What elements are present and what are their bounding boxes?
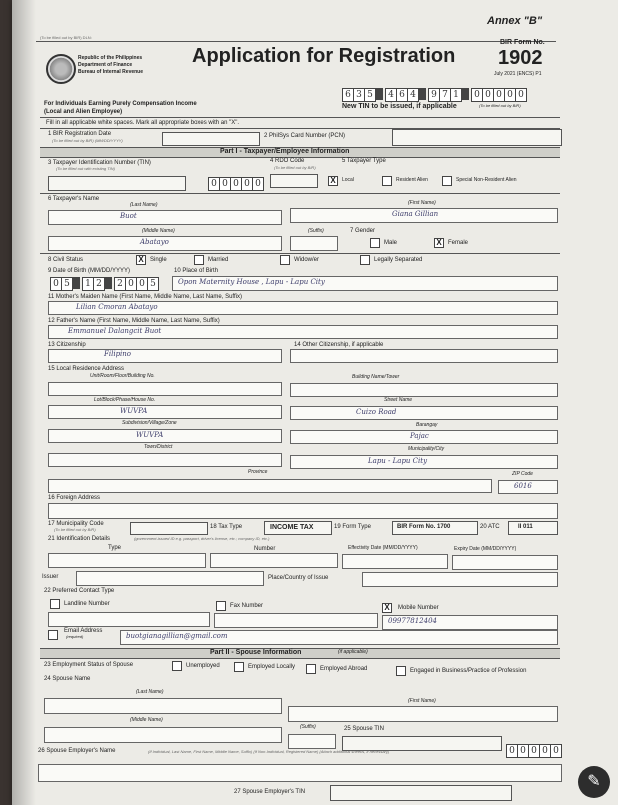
spouse-last-name-field[interactable] [44, 698, 282, 714]
part1-title: Part I - Taxpayer/Employee Information [220, 148, 350, 155]
tin-row-digit[interactable]: 3 [353, 88, 365, 102]
f18-label: 18 Tax Type [210, 524, 243, 530]
spouse-suffix-field[interactable] [288, 734, 336, 749]
middle-name-value: Abatayo [140, 238, 169, 246]
landline-checkbox[interactable] [50, 599, 60, 609]
dln-label: (To be filled out by BIR) DLN: [40, 35, 92, 40]
cs-separated-label: Legally Separated [374, 257, 423, 263]
province-field[interactable] [48, 479, 492, 493]
f21-note: (government-issued ID e.g. passport, driver's license, etc.; company ID, etc.) [134, 536, 270, 541]
tin-row-digit[interactable]: 1 [450, 88, 462, 102]
spouse-branch-row-digit[interactable]: 0 [506, 744, 518, 758]
tin-row-digit[interactable]: 0 [471, 88, 483, 102]
rdo-code-field[interactable] [270, 174, 318, 188]
f22-label: 22 Preferred Contact Type [44, 588, 115, 594]
citizenship-value: Filipino [104, 350, 132, 358]
place-issue-field[interactable] [362, 572, 558, 587]
branch-row-digit[interactable]: 0 [230, 177, 242, 191]
separator [462, 88, 469, 100]
first-name-label: (First Name) [408, 200, 436, 206]
last-name-value: Buot [120, 212, 137, 220]
gender-female-label: Female [448, 240, 469, 246]
unit-field[interactable] [48, 382, 282, 396]
emp-abroad-checkbox[interactable] [306, 664, 316, 674]
town-field[interactable] [48, 453, 282, 467]
town-label: Town/District [144, 444, 173, 450]
tin-field[interactable] [48, 176, 186, 191]
f19-label: 19 Form Type [334, 524, 371, 530]
page-shadow [12, 0, 36, 805]
pcn-field[interactable] [392, 129, 562, 146]
rule [40, 117, 560, 118]
agency-line3: Bureau of Internal Revenue [78, 69, 144, 75]
f17-note: (To be filled out by BIR) [54, 527, 96, 532]
f3-label: 3 Taxpayer Identification Number (TIN) [48, 160, 151, 166]
f5-label: 5 Taxpayer Type [342, 158, 386, 164]
fax-field[interactable] [214, 613, 378, 628]
street-label: Street Name [384, 397, 413, 403]
tin-row-digit[interactable]: 0 [515, 88, 527, 102]
emp-local-checkbox[interactable] [234, 662, 244, 672]
cs-married-checkbox[interactable] [194, 255, 204, 265]
last-name-field[interactable] [48, 210, 282, 225]
f23-label: 23 Employment Status of Spouse [44, 662, 134, 668]
spouse-branch-row-digit[interactable]: 0 [539, 744, 551, 758]
suffix-label: (Suffix) [308, 228, 324, 234]
separator [419, 88, 426, 100]
gender-male-label: Male [384, 240, 398, 246]
id-type-label: Type [108, 545, 122, 551]
building-label: Building Name/Tower [352, 374, 400, 380]
zip-value: 6016 [514, 482, 532, 490]
street-field[interactable] [290, 406, 558, 420]
first-name-value: Giana Gillian [392, 210, 439, 218]
rule [40, 253, 560, 254]
f27-label: 27 Spouse Employer's TIN [234, 789, 306, 795]
gender-male-checkbox[interactable] [370, 238, 380, 248]
f12-label: 12 Father's Name (First Name, Middle Name, Last Name, Suffix) [48, 318, 220, 324]
tin-row-digit[interactable]: 7 [439, 88, 451, 102]
cs-single-checkbox[interactable]: X [136, 255, 146, 265]
municipality-label: Municipality/City [408, 446, 445, 452]
f10-label: 10 Place of Birth [174, 268, 219, 274]
cs-married-label: Married [208, 257, 229, 263]
lot-label: Lot/Block/Phase/House No. [94, 397, 156, 403]
email-value: buotgianagillian@gmail.com [126, 632, 228, 640]
tin-row-digit[interactable]: 6 [342, 88, 354, 102]
spouse-branch-row-digit[interactable]: 0 [528, 744, 540, 758]
type-local-checkbox[interactable]: X [328, 176, 338, 186]
tin-row-digit[interactable]: 0 [493, 88, 505, 102]
municipality-value: Lapu - Lapu City [368, 457, 428, 465]
f1-note: (To be filled out by BIR) (MM/DD/YYYY) [52, 138, 123, 143]
fax-checkbox[interactable] [216, 601, 226, 611]
cs-single-label: Single [150, 257, 167, 263]
branch-row-digit[interactable]: 0 [208, 177, 220, 191]
other-citizenship-field[interactable] [290, 349, 558, 363]
dob-row-digit[interactable]: 0 [125, 277, 137, 291]
email-note: (required) [66, 634, 84, 639]
zip-label: ZIP Code [512, 471, 533, 477]
spouse-branch-row-digit[interactable]: 0 [517, 744, 529, 758]
top-rule [36, 41, 556, 42]
cs-widow-label: Widow/er [294, 257, 320, 263]
landline-field[interactable] [48, 612, 210, 627]
f6-label: 6 Taxpayer's Name [48, 196, 100, 202]
id-type-field[interactable] [48, 553, 206, 568]
f25-label: 25 Spouse TIN [344, 726, 384, 732]
subtitle-1: For Individuals Earning Purely Compensation Income [44, 101, 197, 107]
part2-title: Part II - Spouse Information [210, 649, 302, 656]
f17-label: 17 Municipality Code [48, 521, 104, 527]
fill-instruction: Fill in all applicable white spaces. Mark all appropriate boxes with an "X". [46, 120, 240, 126]
mobile-checkbox[interactable]: X [382, 603, 392, 613]
f16-label: 16 Foreign Address [48, 495, 101, 501]
dob-row-digit[interactable]: 2 [114, 277, 126, 291]
branch-row-digit[interactable]: 0 [252, 177, 264, 191]
place-issue-label: Place/Country of Issue [268, 575, 329, 581]
email-label: Email Address [64, 628, 103, 634]
emp-unemployed-checkbox[interactable] [172, 661, 182, 671]
subtitle-2: (Local and Alien Employee) [44, 109, 123, 115]
branch-row-digit[interactable]: 0 [219, 177, 231, 191]
f2-label: 2 PhilSys Card Number (PCN) [264, 133, 346, 139]
f4-label: 4 RDO Code [270, 158, 305, 164]
form-page [12, 0, 618, 805]
mobile-label: Mobile Number [398, 605, 439, 611]
spouse-branch-row-digit[interactable]: 0 [550, 744, 562, 758]
type-special-label: Special Non-Resident Alien [456, 177, 517, 183]
sp-suffix-label: (Suffix) [300, 724, 316, 730]
dob-row-digit[interactable]: 0 [50, 277, 62, 291]
f21-label: 21 Identification Details [48, 536, 111, 542]
f3-note: (To be filled out with existing TIN) [56, 166, 115, 171]
form-no-label: BIR Form No. [500, 39, 545, 46]
separator [105, 277, 112, 289]
dob-row-digit[interactable]: 1 [82, 277, 94, 291]
unit-label: Unit/Room/Floor/Building No. [90, 373, 155, 379]
f11-label: 11 Mother's Maiden Name (First Name, Middle Name, Last Name, Suffix) [48, 294, 242, 300]
barangay-value: Pajac [410, 432, 429, 440]
issuer-label: Issuer [42, 574, 59, 580]
citizenship-field[interactable] [48, 349, 282, 363]
f26-note: (If Individual, Last Name, First Name, Middle Name, Suffix) (If Non-Individual, Registered Name) (Attach additional sheet/s, if necessary) [148, 749, 390, 754]
dob-row-digit[interactable]: 5 [61, 277, 73, 291]
mother-name-value: Lilian Cmoran Abatayo [76, 303, 158, 311]
form-date: July 2021 (ENCS) P1 [494, 71, 542, 77]
rule [40, 193, 560, 194]
type-resident-alien-checkbox[interactable] [382, 176, 392, 186]
sp-first-label: (First Name) [408, 698, 436, 704]
expiry-label: Expiry Date (MM/DD/YYYY) [454, 546, 517, 552]
emp-abroad-label: Employed Abroad [320, 666, 368, 672]
dob-row-digit[interactable]: 5 [147, 277, 159, 291]
tin-row-digit[interactable]: 5 [364, 88, 376, 102]
f26-label: 26 Spouse Employer's Name [38, 748, 116, 754]
type-resident-alien-label: Resident Alien [396, 177, 428, 183]
type-local-label: Local [342, 177, 354, 183]
new-tin-label: New TIN to be issued, if applicable [342, 103, 457, 110]
barangay-label: Barangay [416, 422, 438, 428]
new-tin-note: (To be filled out by BIR) [479, 103, 521, 108]
f14-label: 14 Other Citizenship, if applicable [294, 342, 384, 348]
tin-row-digit[interactable]: 0 [504, 88, 516, 102]
annex-label: Annex "B" [487, 15, 543, 27]
subdivision-value: WUVPA [136, 431, 164, 439]
separator [376, 88, 383, 100]
f8-label: 8 Civil Status [48, 257, 84, 263]
edit-magic-icon[interactable]: ✎ [578, 766, 610, 798]
form-type-value: BIR Form No. 1700 [397, 524, 451, 530]
spouse-employer-field[interactable] [38, 764, 562, 782]
id-number-field[interactable] [210, 553, 338, 568]
tax-type-value: INCOME TAX [270, 524, 314, 531]
dob-row-digit[interactable]: 0 [136, 277, 148, 291]
atc-value: II 011 [518, 524, 533, 530]
dob-row-digit[interactable]: 2 [93, 277, 105, 291]
registration-date-field[interactable] [162, 132, 260, 146]
tin-row-digit[interactable]: 9 [428, 88, 440, 102]
emp-business-label: Engaged in Business/Practice of Profession [410, 668, 527, 674]
agency-line1: Republic of the Philippines [78, 55, 143, 61]
lot-field[interactable] [48, 405, 282, 419]
f20-label: 20 ATC [480, 524, 500, 530]
agency-line2: Department of Finance [78, 62, 133, 68]
tin-row-digit[interactable]: 6 [396, 88, 408, 102]
f9-label: 9 Date of Birth (MM/DD/YYYY) [48, 268, 131, 274]
tin-row-digit[interactable]: 4 [407, 88, 419, 102]
id-number-label: Number [254, 546, 276, 552]
form-title: Application for Registration [192, 45, 456, 67]
tin-row-digit[interactable]: 4 [385, 88, 397, 102]
separator [73, 277, 80, 289]
middle-name-label: (Middle Name) [142, 228, 175, 234]
tin-row-digit[interactable]: 0 [482, 88, 494, 102]
issuer-field[interactable] [76, 571, 264, 586]
email-checkbox[interactable] [48, 630, 58, 640]
cs-widow-checkbox[interactable] [280, 255, 290, 265]
effectivity-label: Effectivity Date (MM/DD/YYYY) [348, 545, 418, 551]
municipality-code-field[interactable] [130, 522, 208, 535]
father-name-value: Emmanuel Dalangcit Buot [68, 327, 162, 335]
spouse-employer-tin-field[interactable] [330, 785, 512, 801]
emp-unemployed-label: Unemployed [186, 663, 220, 669]
emp-business-checkbox[interactable] [396, 666, 406, 676]
spouse-middle-name-field[interactable] [44, 727, 282, 743]
form-number: 1902 [498, 47, 543, 69]
spouse-first-name-field[interactable] [288, 706, 558, 722]
subdivision-label: Subdivision/Village/Zone [122, 420, 177, 426]
street-value: Cuizo Road [356, 408, 397, 416]
f13-label: 13 Citizenship [48, 342, 86, 348]
effectivity-field[interactable] [342, 554, 448, 569]
place-of-birth-value: Opon Maternity House , Lapu - Lapu City [178, 278, 325, 286]
sp-middle-label: (Middle Name) [130, 717, 163, 723]
fax-label: Fax Number [230, 603, 264, 609]
foreign-address-field[interactable] [48, 503, 558, 519]
expiry-field[interactable] [452, 555, 558, 570]
province-label: Province [248, 469, 268, 475]
emp-local-label: Employed Locally [248, 664, 296, 670]
sp-last-label: (Last Name) [136, 689, 164, 695]
building-field[interactable] [290, 383, 558, 397]
f15-label: 15 Local Residence Address [48, 366, 125, 372]
gender-female-checkbox[interactable]: X [434, 238, 444, 248]
type-special-checkbox[interactable] [442, 176, 452, 186]
part2-note: (if applicable) [338, 649, 368, 655]
lot-value: WUVPA [120, 407, 148, 415]
atc-field [508, 521, 558, 535]
f7-label: 7 Gender [350, 228, 376, 234]
cs-separated-checkbox[interactable] [360, 255, 370, 265]
suffix-field[interactable] [290, 236, 338, 251]
f24-label: 24 Spouse Name [44, 676, 91, 682]
branch-row-digit[interactable]: 0 [241, 177, 253, 191]
subdivision-field[interactable] [48, 429, 282, 443]
mobile-value: 09977812404 [388, 617, 437, 625]
f1-label: 1 BIR Registration Date [48, 131, 112, 137]
f4-note: (To be filled out by BIR) [274, 165, 316, 170]
landline-label: Landline Number [64, 601, 110, 607]
bir-seal-icon [46, 54, 76, 84]
last-name-label: (Last Name) [130, 202, 158, 208]
